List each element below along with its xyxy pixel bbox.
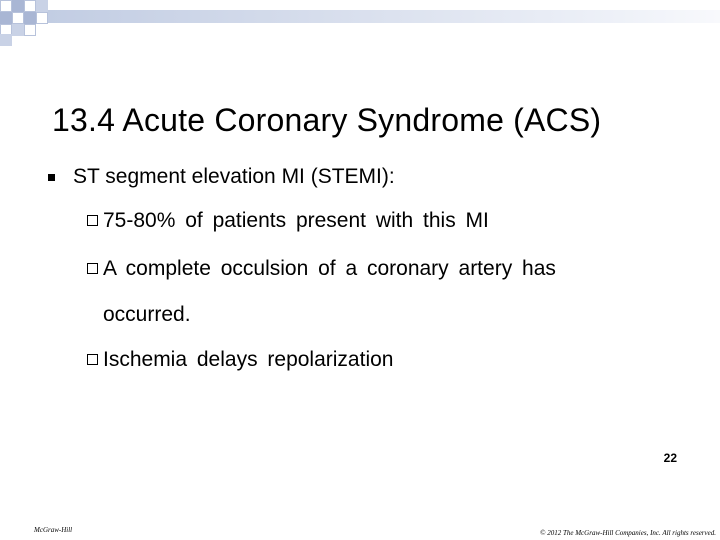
deco-square — [12, 24, 24, 36]
sub-item-text: Ischemia delays repolarization — [103, 348, 394, 371]
checkered-header-decoration — [0, 0, 720, 46]
deco-square — [0, 12, 12, 24]
checkbox-bullet-icon — [87, 263, 98, 274]
deco-square — [0, 34, 12, 46]
deco-square — [24, 12, 36, 24]
deco-square — [12, 12, 24, 24]
page-number: 22 — [663, 451, 677, 465]
bullet-text: ST segment elevation MI (STEMI): — [73, 165, 395, 188]
sub-item-continuation: occurred. — [103, 303, 191, 326]
deco-square — [36, 12, 48, 24]
deco-square — [12, 0, 24, 12]
checkbox-bullet-icon — [87, 354, 98, 365]
square-bullet-icon — [48, 174, 55, 181]
deco-square — [24, 24, 36, 36]
checkbox-bullet-icon — [87, 215, 98, 226]
slide-title: 13.4 Acute Coronary Syndrome (ACS) — [52, 102, 602, 138]
deco-square — [36, 0, 48, 12]
copyright-notice: © 2012 The McGraw-Hill Companies, Inc. All rights reserved. — [540, 529, 716, 537]
header-gradient-band — [48, 10, 720, 23]
publisher-label: McGraw-Hill — [34, 526, 73, 534]
sub-item-text: 75-80% of patients present with this MI — [103, 209, 489, 232]
deco-square — [0, 0, 12, 12]
deco-square — [24, 0, 36, 12]
sub-item-text: A complete occulsion of a coronary artery has — [103, 257, 556, 280]
